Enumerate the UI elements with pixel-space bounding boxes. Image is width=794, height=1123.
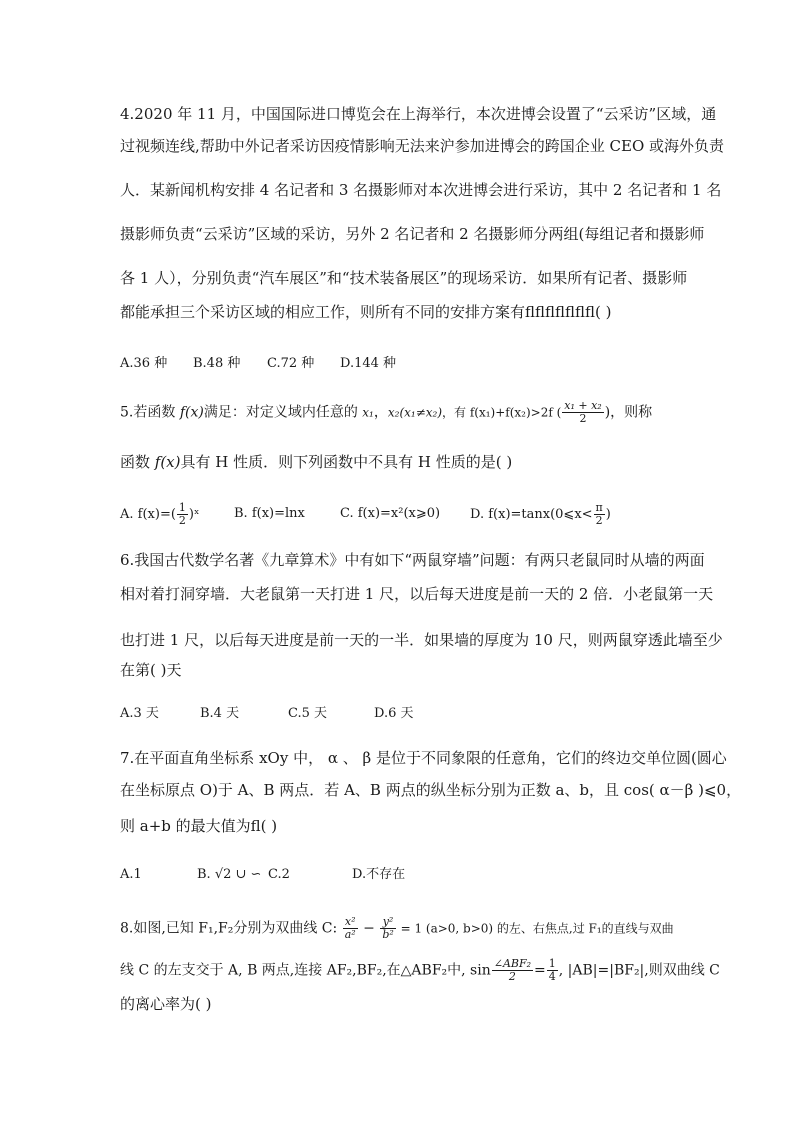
fraction-numerator: 1 — [178, 501, 186, 514]
option-fraction — [177, 502, 188, 527]
q5-x1: x₁ — [362, 405, 374, 420]
q6-line-4: 在第( )天 — [120, 661, 182, 679]
q4-option-c: C.72 种 — [267, 356, 315, 371]
q4-option-b: B.48 种 — [193, 356, 241, 371]
q8-line-2 — [120, 958, 720, 983]
q7-option-a: A.1 — [120, 867, 142, 882]
q4-line-2: 过视频连线,帮助中外记者采访因疫情影响无法来沪参加进博会的跨国企业 CEO 或海外负责 — [120, 137, 725, 155]
fraction-numerator: π — [595, 501, 603, 514]
angle-fraction — [492, 958, 533, 983]
q7-line-2: 在坐标原点 O)于 A、B 两点．若 A、B 两点的纵坐标分别为正数 a、b，且 cos( α－β )⩽0， — [120, 781, 742, 799]
q8-line-3: 的离心率为( ) — [120, 995, 212, 1013]
q5-text: 5.若函数 — [120, 404, 180, 421]
q8-text: 8.如图,已知 F₁,F₂分别为双曲线 C: — [120, 920, 342, 937]
value-fraction — [547, 958, 558, 983]
hyperbola-y-term — [380, 916, 395, 941]
q6-line-3: 也打进 1 尺，以后每天进度是前一天的一半．如果墙的厚度为 10 尺，则两鼠穿透此墙至少 — [120, 631, 723, 649]
q5-text: 满足：对定义域内任意的 — [203, 404, 363, 421]
q4-line-6: 都能承担三个采访区域的相应工作，则所有不同的安排方案有flflflflflflfl( ) — [120, 303, 612, 321]
q5-line-2 — [120, 452, 512, 472]
q5-text: )，则称 — [604, 404, 653, 421]
q5-option-c: C. f(x)=x²(x⩾0) — [340, 506, 441, 521]
q7-option-d: D.不存在 — [352, 867, 406, 882]
q4-line-4: 摄影师负责“云采访”区域的采访，另外 2 名记者和 2 名摄影师分两组(每组记者和摄影师 — [120, 225, 705, 243]
fraction-denominator: b² — [382, 928, 394, 941]
option-text: ) — [605, 507, 611, 522]
q7-line-3: 则 a+b 的最大值为fl( ) — [120, 817, 278, 835]
q4-option-a: A.36 种 — [120, 356, 168, 371]
q5-line-1 — [120, 400, 652, 425]
option-fraction — [594, 502, 605, 527]
q6-line-1: 6.我国古代数学名著《九章算术》中有如下“两鼠穿墙”问题：有两只老鼠同时从墙的两面 — [120, 551, 705, 569]
q5-option-d — [470, 502, 611, 527]
q5-option-b: B. f(x)=lnx — [234, 506, 305, 521]
q6-option-d: D.6 天 — [374, 706, 414, 721]
q4-option-d: D.144 种 — [340, 356, 397, 371]
q8-text: , |AB|=|BF₂|,则双曲线 C — [558, 962, 720, 979]
fraction-denominator: 2 — [595, 514, 603, 527]
option-text: )ˣ — [188, 507, 200, 522]
fraction-numerator: 1 — [548, 957, 556, 970]
q6-option-c: C.5 天 — [288, 706, 328, 721]
q8-text: = — [534, 962, 546, 979]
option-text: D. f(x)=tanx(0⩽x< — [470, 507, 593, 522]
hyperbola-x-term — [343, 916, 358, 941]
fraction-numerator: ∠ABF₂ — [493, 957, 532, 970]
fraction-denominator: a² — [344, 928, 356, 941]
q5-x2-condition: x₂(x₁≠x₂) — [387, 405, 443, 420]
q5-fraction — [562, 400, 603, 425]
q5-fx: f(x) — [154, 453, 181, 471]
fraction-denominator: 4 — [548, 970, 556, 983]
fraction-denominator: 2 — [178, 514, 186, 527]
q5-text: ，有 f(x₁)+f(x₂)>2f ( — [442, 405, 562, 420]
q4-line-1: 4.2020 年 11 月，中国国际进口博览会在上海举行，本次进博会设置了“云采访”区域，通 — [120, 105, 717, 123]
q5-text: ， — [373, 404, 388, 421]
q8-text: − — [358, 920, 380, 937]
q8-text: = 1 (a>0, b>0) 的左、右焦点,过 F₁的直线与双曲 — [396, 921, 674, 936]
q5-text: 函数 — [120, 453, 155, 471]
q5-text: 具有 H 性质．则下列函数中不具有 H 性质的是( ) — [180, 453, 513, 471]
q7-line-1: 7.在平面直角坐标系 xOy 中， α 、 β 是位于不同象限的任意角，它们的终边交单位圆(圆心 — [120, 749, 727, 767]
fraction-numerator: x² — [343, 916, 358, 929]
q7-option-c: C.2 — [268, 867, 290, 882]
fraction-numerator: y² — [380, 916, 395, 929]
q5-option-a — [120, 502, 200, 527]
q4-line-5: 各 1 人），分别负责“汽车展区”和“技术装备展区”的现场采访．如果所有记者、摄影师 — [120, 269, 688, 287]
fraction-numerator: x₁ + x₂ — [564, 399, 602, 412]
q8-text: 线 C 的左支交于 A, B 两点,连接 AF₂,BF₂,在△ABF₂中, sin — [120, 962, 491, 979]
fraction-denominator: 2 — [508, 970, 516, 983]
q8-line-1 — [120, 916, 674, 941]
q5-fx: f(x) — [179, 404, 204, 421]
fraction-denominator: 2 — [579, 412, 587, 425]
option-text: A. f(x)=( — [120, 507, 176, 522]
q6-option-b: B.4 天 — [200, 706, 240, 721]
q7-option-b: B. √2 ∪ ∽ — [197, 867, 262, 882]
q6-line-2: 相对着打洞穿墙．大老鼠第一天打进 1 尺，以后每天进度是前一天的 2 倍．小老鼠第一天 — [120, 585, 714, 603]
q4-line-3: 人．某新闻机构安排 4 名记者和 3 名摄影师对本次进博会进行采访，其中 2 名记者和 1 名 — [120, 181, 722, 199]
q6-option-a: A.3 天 — [120, 706, 159, 721]
